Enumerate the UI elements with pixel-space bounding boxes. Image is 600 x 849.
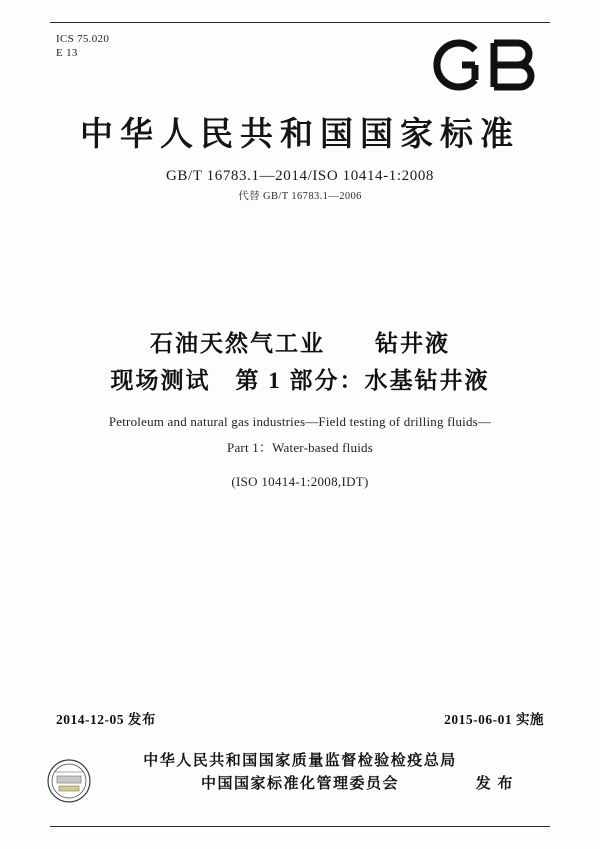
standard-replaces: 代替 GB/T 16783.1—2006 [238, 191, 362, 202]
top-divider-rule [50, 22, 550, 23]
ics-code: ICS 75.020 [56, 33, 110, 45]
publisher-seal-icon [46, 758, 92, 804]
title-english-line2: Part 1：Water-based fluids [227, 440, 373, 455]
standard-number: GB/T 16783.1—2014/ISO 10414-1:2008 [165, 168, 435, 184]
issuing-authority-line2: 中国国家标准化管理委员会 [200, 776, 399, 792]
ics-classification-block [56, 32, 109, 60]
iso-reference: (ISO 10414-1:2008,IDT) [231, 474, 369, 489]
page-title: 中华人民共和国国家标准 [80, 117, 520, 153]
title-english-line1: Petroleum and natural gas industries—Field testing of drilling fluids— [108, 414, 492, 429]
bottom-divider-rule [50, 826, 550, 827]
classification-code: E 13 [56, 47, 78, 59]
issuing-authority-line1: 中华人民共和国国家质量监督检验检疫总局 [143, 753, 457, 769]
effective-date: 2015-06-01 实施 [444, 712, 544, 727]
gb-emblem-icon [432, 34, 542, 96]
publish-label: 发 布 [475, 776, 514, 792]
publication-dates [56, 708, 544, 728]
title-chinese-line2: 现场测试 第 1 部分：水基钻井液 [110, 368, 490, 393]
title-chinese-line1: 石油天然气工业 钻井液 [150, 331, 450, 356]
issue-date: 2014-12-05 发布 [56, 712, 156, 727]
